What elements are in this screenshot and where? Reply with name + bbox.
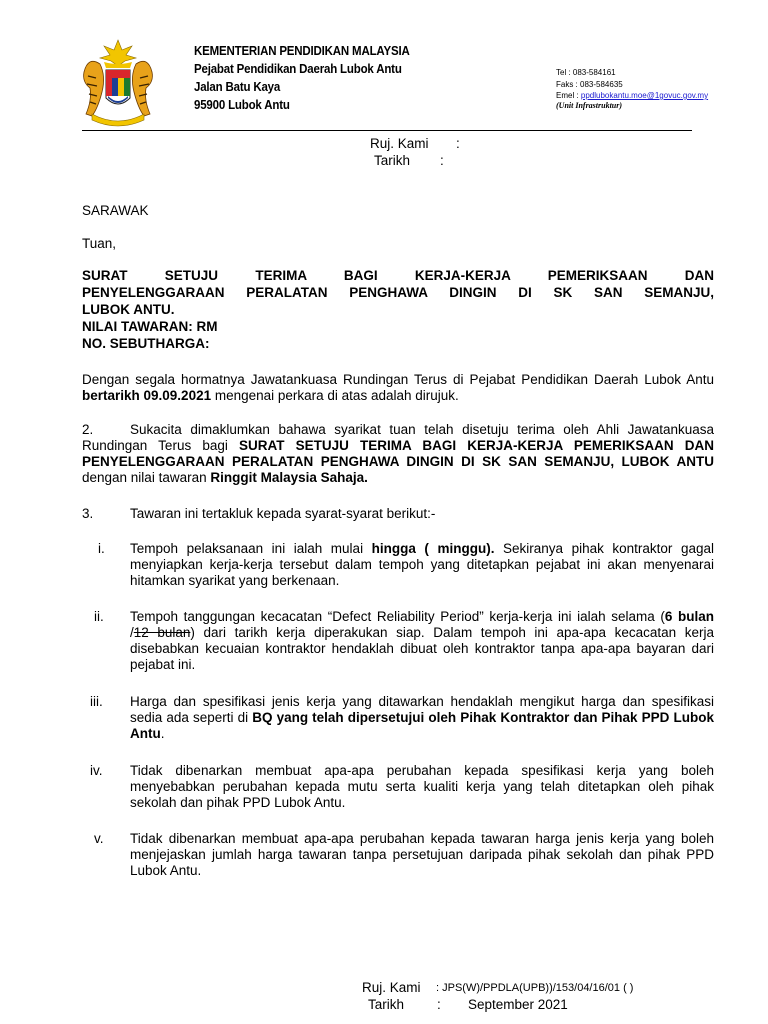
header-divider (82, 130, 692, 131)
tarikh-label-bottom: Tarikh (368, 997, 405, 1012)
condition-2-text-a: Tempoh tanggungan kecacatan “Defect Reliability Period” kerja-kerja ini ialah selama ( (130, 609, 665, 624)
condition-1-text-b: Sekiranya pihak kontraktor gagal menyiapkan kerja-kerja tersebut dalam tempoh yang ditetapkan pejabat ini akan menyenarai hitamkan syarikat yang berkenaan. (130, 541, 714, 588)
condition-3-text-a: Harga dan spesifikasi jenis kerja yang ditawarkan hendaklah mengikut harga dan spesifikasi sedia ada seperti di (130, 694, 714, 725)
office-postcode-city: 95900 Lubok Antu (194, 98, 290, 112)
condition-2-text-b: ) dari tarikh kerja diperakukan siap. Dalam tempoh ini apa-apa kecacatan kerja disebabkan kecuaian kontraktor hendaklah dibuat oleh kontraktor tanpa apa-apa bayaran dari pejabat ini. (130, 625, 714, 672)
office-street: Jalan Batu Kaya (194, 80, 281, 94)
subject-line-1: SURAT SETUJU TERIMA BAGI KERJA-KERJA PEMERIKSAAN DAN (82, 268, 714, 283)
recipient-state: SARAWAK (82, 203, 149, 218)
contact-tel: Tel : 083-584161 (556, 68, 616, 77)
tarikh-label-top: Tarikh (374, 153, 411, 168)
condition-2-number: ii. (94, 609, 104, 624)
quote-number: NO. SEBUTHARGA: (82, 336, 210, 351)
condition-5: Tidak dibenarkan membuat apa-apa perubahan kepada tawaran harga jenis kerja yang boleh menjejaskan jumlah harga tawaran tanpa persetujuan daripada pihak sekolah dan pihak PPD Lubok Antu. (130, 831, 714, 878)
paragraph-2 (82, 422, 714, 486)
condition-2-slash: / (130, 625, 134, 640)
paragraph-1-text-b: mengenai perkara di atas adalah dirujuk. (211, 388, 459, 403)
condition-4-number: iv. (90, 763, 103, 778)
condition-3-text-b: . (160, 726, 165, 741)
ruj-kami-label-bottom: Ruj. Kami (362, 980, 421, 995)
condition-5-number: v. (94, 831, 104, 846)
subject-block (82, 267, 714, 352)
email-link[interactable]: ppdlubokantu.moe@1govuc.gov.my (580, 91, 709, 100)
offer-value: NILAI TAWARAN: RM (82, 319, 218, 334)
office-name: Pejabat Pendidikan Daerah Lubok Antu (194, 62, 402, 76)
subject-line-3: LUBOK ANTU. (82, 302, 175, 317)
paragraph-1 (82, 372, 714, 404)
condition-1-period: hingga ( minggu). (371, 541, 495, 556)
condition-2-struck-option: 12 bulan (133, 625, 191, 640)
condition-1 (130, 541, 714, 589)
paragraph-2-number: 2. (82, 422, 94, 437)
condition-1-text-a: Tempoh pelaksanaan ini ialah mulai (130, 541, 372, 556)
tarikh-colon-bottom: : (437, 997, 441, 1012)
tarikh-colon-top: : (440, 153, 444, 168)
paragraph-1-date: bertarikh 09.09.2021 (82, 388, 212, 403)
salutation: Tuan, (82, 236, 117, 251)
condition-2-months: 6 bulan (664, 609, 714, 624)
ruj-kami-colon-top: : (456, 136, 460, 151)
ruj-kami-value-bottom: : JPS(W)/PPDLA(UPB))/153/04/16/01 ( ) (436, 982, 634, 994)
ruj-kami-label-top: Ruj. Kami (370, 136, 429, 151)
paragraph-3: Tawaran ini tertakluk kepada syarat-syarat berikut:- (130, 506, 436, 521)
condition-2 (130, 609, 714, 673)
condition-3 (130, 694, 714, 742)
condition-3-number: iii. (90, 694, 103, 709)
paragraph-2-amount: Ringgit Malaysia Sahaja. (210, 470, 368, 485)
email-label: Emel : (556, 91, 581, 100)
condition-3-bq: BQ yang telah dipersetujui oleh Pihak Kontraktor dan Pihak PPD Lubok Antu (130, 710, 715, 741)
paragraph-1-text-a: Dengan segala hormatnya Jawatankuasa Rundingan Terus di Pejabat Pendidikan Daerah Lubok Antu (82, 372, 714, 387)
paragraph-3-number: 3. (82, 506, 94, 521)
contact-unit: (Unit Infrastruktur) (556, 101, 623, 110)
ministry-name: KEMENTERIAN PENDIDIKAN MALAYSIA (194, 44, 410, 58)
contact-fax: Faks : 083-584635 (556, 80, 623, 89)
malaysia-coat-of-arms-icon (78, 36, 158, 128)
condition-4: Tidak dibenarkan membuat apa-apa perubahan kepada spesifikasi kerja yang boleh menyebabkan perubahan kepada mutu serta kualiti kerja yang telah ditetapkan oleh pihak sekolah dan pihak PPD Lubok Antu. (130, 763, 714, 810)
paragraph-2-subject: SURAT SETUJU TERIMA BAGI KERJA-KERJA PEMERIKSAAN DAN PENYELENGGARAAN PERALATAN PENGHAWA DINGIN DI SK SAN SEMANJU, LUBOK ANTU (82, 438, 714, 469)
paragraph-2-text-a: Sukacita dimaklumkan bahawa syarikat tuan telah disetuju terima oleh Ahli Jawatankuasa Rundingan Terus bagi (82, 422, 714, 453)
tarikh-value-bottom: September 2021 (468, 997, 568, 1012)
condition-1-number: i. (98, 541, 105, 556)
contact-email (556, 91, 708, 100)
subject-line-2: PENYELENGGARAAN PERALATAN PENGHAWA DINGIN DI SK SAN SEMANJU, (82, 285, 714, 300)
paragraph-2-text-b: dengan nilai tawaran (82, 470, 211, 485)
